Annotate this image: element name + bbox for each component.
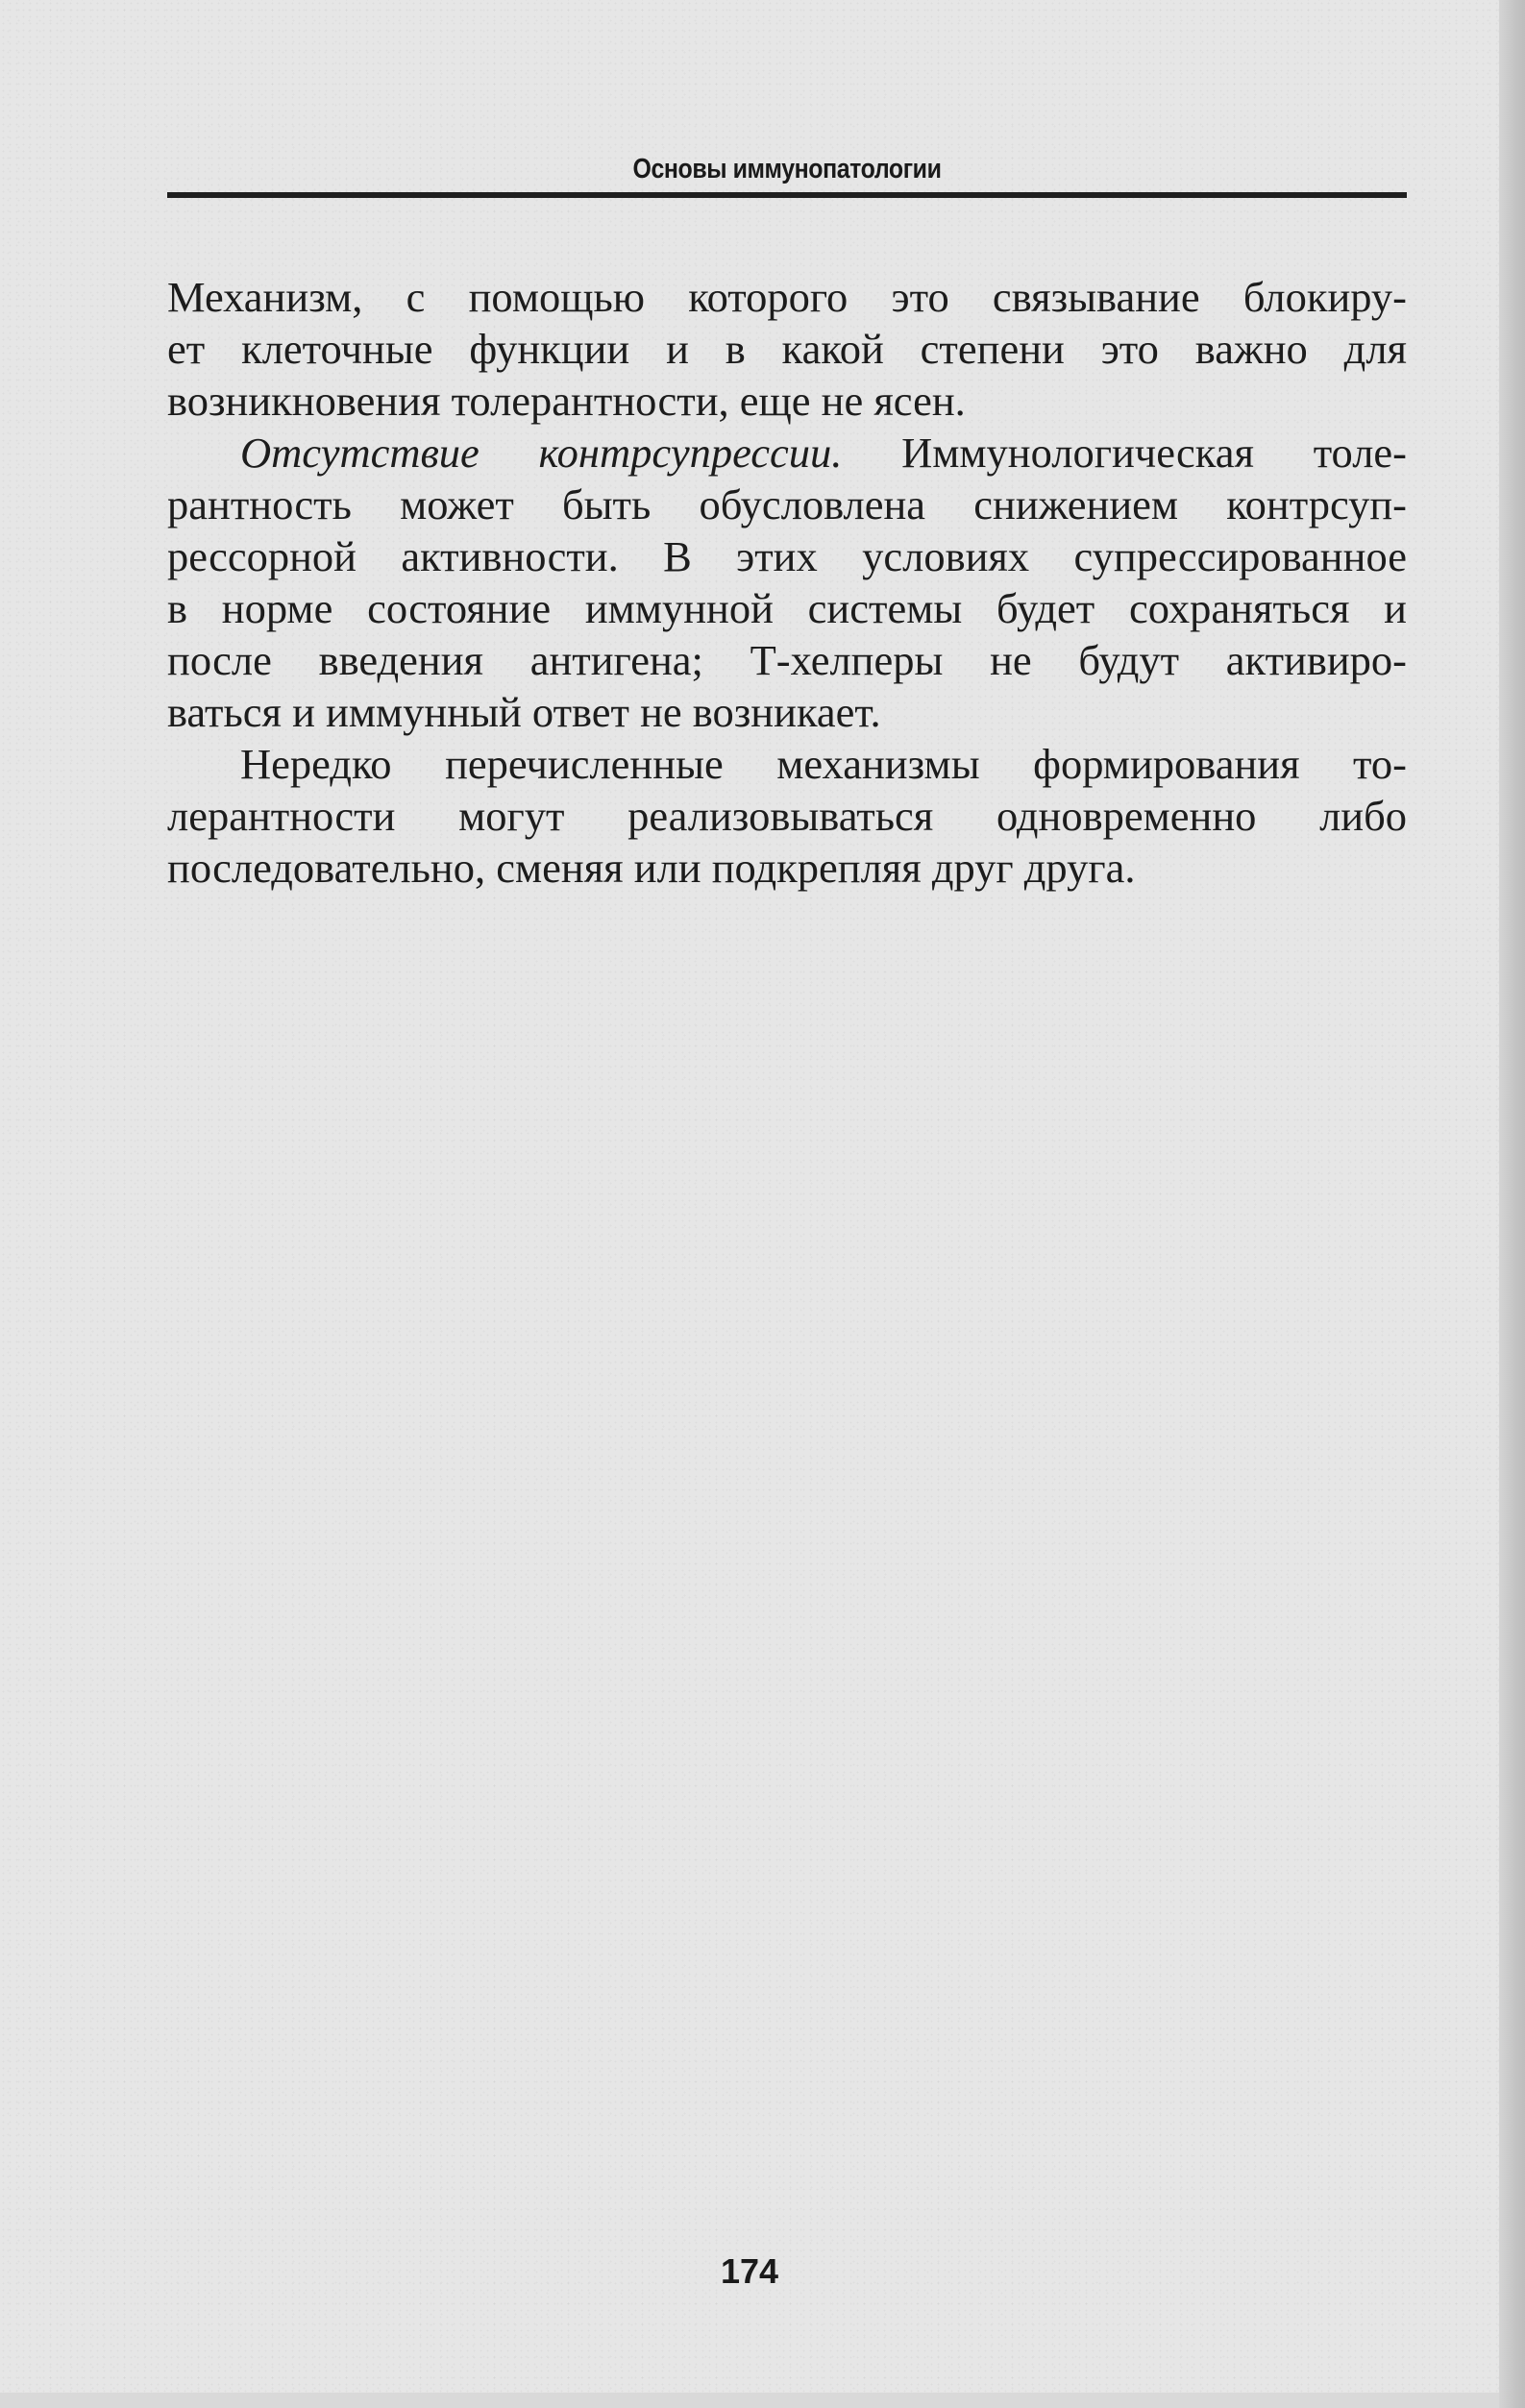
running-header-title: Основы иммунопатологии: [632, 154, 942, 184]
italic-lead-term: Отсутствие контрсупрессии.: [240, 429, 843, 477]
text-line: Нередко перечисленные механизмы формирования то-: [240, 740, 1407, 788]
paragraph: [167, 738, 1407, 894]
paragraph: [167, 271, 1407, 427]
text-line: лерантности могут реализовываться одновременно либо: [167, 792, 1407, 840]
running-header: [167, 154, 1407, 200]
page-edge: [1499, 0, 1525, 2408]
text-line: после введения антигена; Т-хелперы не будут активиро-: [167, 636, 1407, 684]
header-rule: [167, 192, 1407, 198]
text-line: возникновения толерантности, еще не ясен.: [167, 377, 966, 425]
text-line: ваться и иммунный ответ не возникает.: [167, 688, 881, 736]
text-line: Механизм, с помощью которого это связывание блокиру-: [167, 273, 1407, 321]
lead-line-rest: Иммунологическая толе-: [842, 429, 1407, 477]
text-line: рессорной активности. В этих условиях супрессированное: [167, 532, 1407, 580]
text-line: последовательно, сменяя или подкрепляя друг друга.: [167, 844, 1136, 892]
page-number: 174: [720, 2251, 779, 2291]
body-text: [167, 271, 1407, 894]
text-line: рантность может быть обусловлена снижением контрсуп-: [167, 480, 1407, 528]
text-line: [167, 427, 1407, 479]
text-line: в норме состояние иммунной системы будет сохраняться и: [167, 584, 1407, 632]
text-line: ет клеточные функции и в какой степени это важно для: [167, 325, 1407, 373]
paragraph: [167, 427, 1407, 738]
